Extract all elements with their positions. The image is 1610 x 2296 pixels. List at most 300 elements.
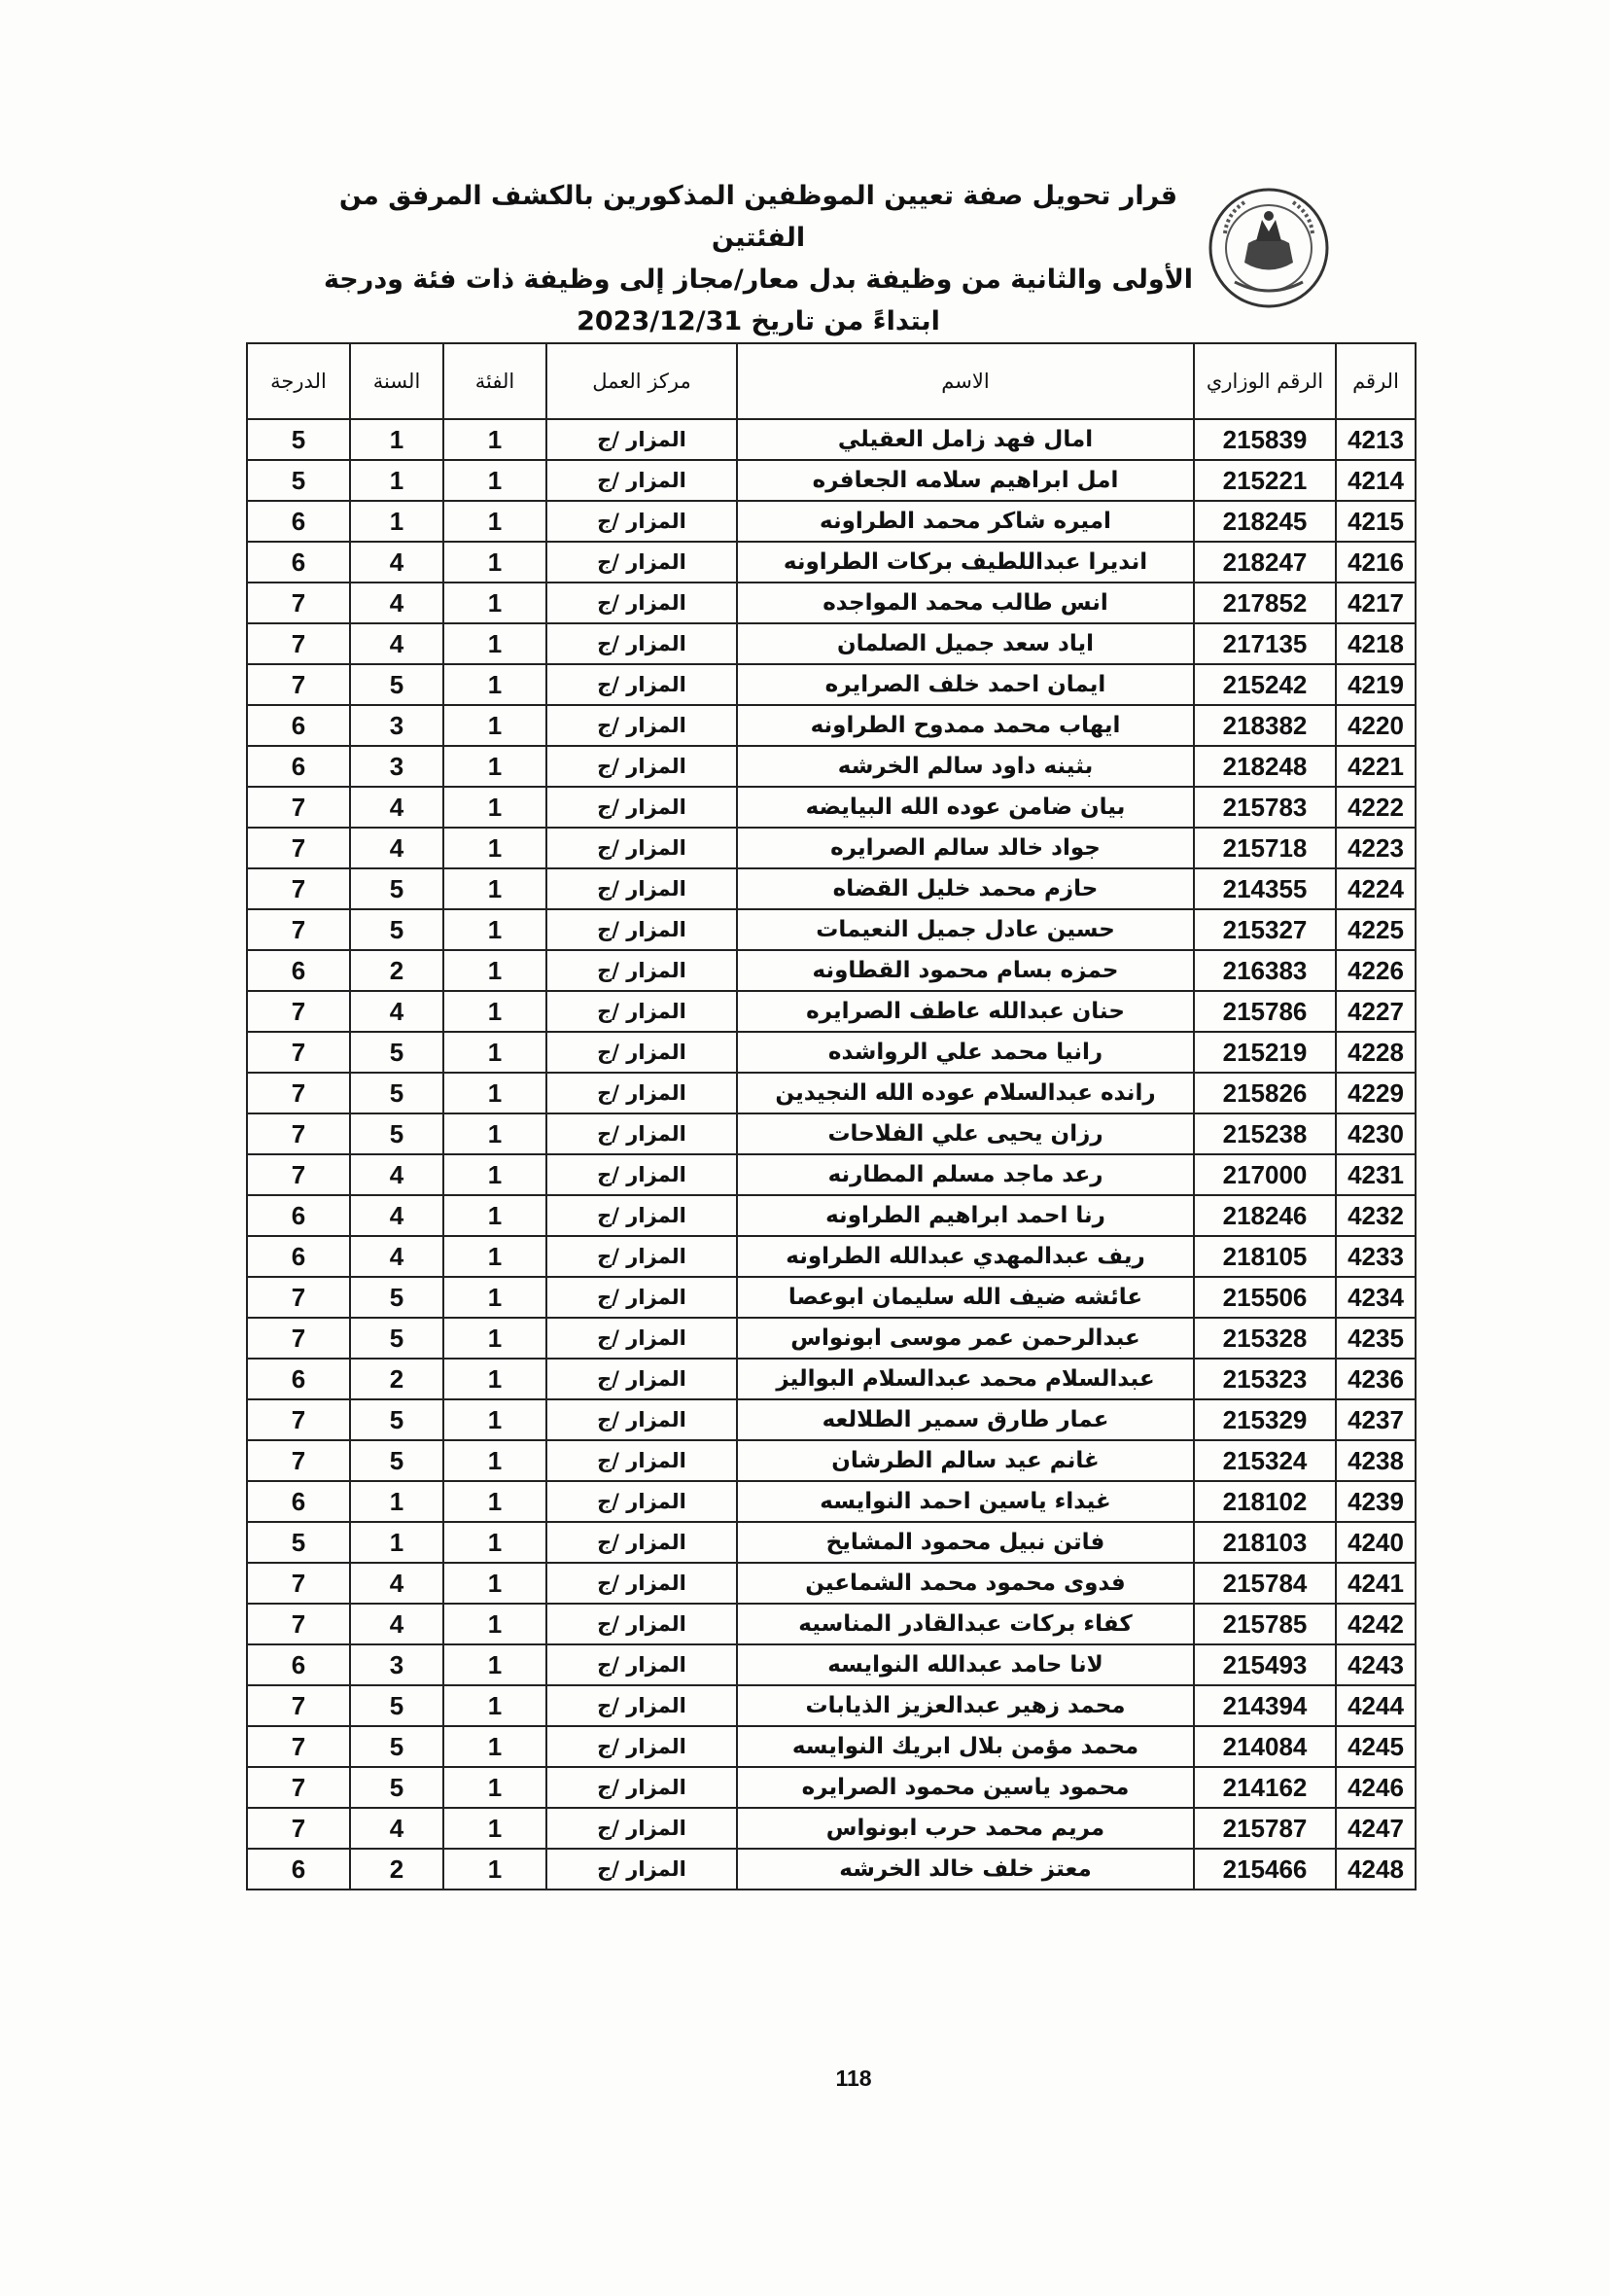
work-center: المزار /ج — [546, 868, 737, 909]
table-row — [247, 542, 1416, 583]
category: 1 — [443, 1113, 546, 1154]
grade: 7 — [247, 909, 350, 950]
work-center: المزار /ج — [546, 419, 737, 460]
table-row — [247, 1644, 1416, 1685]
row-number: 4235 — [1336, 1318, 1416, 1359]
table-header-row — [247, 343, 1416, 419]
work-center: المزار /ج — [546, 1032, 737, 1073]
category: 1 — [443, 1073, 546, 1113]
work-center: المزار /ج — [546, 1481, 737, 1522]
employee-name: لانا حامد عبدالله النوايسه — [737, 1644, 1194, 1685]
category: 1 — [443, 623, 546, 664]
work-center: المزار /ج — [546, 746, 737, 787]
table-row — [247, 746, 1416, 787]
employees-table — [246, 342, 1417, 1890]
year: 3 — [350, 746, 443, 787]
table-row — [247, 1808, 1416, 1849]
work-center: المزار /ج — [546, 1563, 737, 1604]
category: 1 — [443, 1195, 546, 1236]
grade: 7 — [247, 1154, 350, 1195]
employee-name: عبدالرحمن عمر موسى ابونواس — [737, 1318, 1194, 1359]
grade: 5 — [247, 460, 350, 501]
category: 1 — [443, 1481, 546, 1522]
category-header: الفئة — [443, 343, 546, 419]
work-center: المزار /ج — [546, 1808, 737, 1849]
table-row — [247, 1604, 1416, 1644]
page-number: 118 — [835, 2066, 872, 2091]
year: 5 — [350, 1726, 443, 1767]
year: 4 — [350, 1563, 443, 1604]
table-row — [247, 705, 1416, 746]
ministry-number: 215493 — [1194, 1644, 1336, 1685]
employee-name: حنان عبدالله عاطف الصرايره — [737, 991, 1194, 1032]
row-number: 4248 — [1336, 1849, 1416, 1890]
year: 5 — [350, 1032, 443, 1073]
employee-name: كفاء بركات عبدالقادر المناسيه — [737, 1604, 1194, 1644]
work-center: المزار /ج — [546, 1726, 737, 1767]
year: 2 — [350, 950, 443, 991]
category: 1 — [443, 1236, 546, 1277]
ministry-number-header: الرقم الوزاري — [1194, 343, 1336, 419]
category: 1 — [443, 1032, 546, 1073]
row-number: 4231 — [1336, 1154, 1416, 1195]
grade: 7 — [247, 1726, 350, 1767]
table-row — [247, 460, 1416, 501]
category: 1 — [443, 991, 546, 1032]
work-center: المزار /ج — [546, 1604, 737, 1644]
employee-name: ريف عبدالمهدي عبدالله الطراونه — [737, 1236, 1194, 1277]
ministry-number: 215783 — [1194, 787, 1336, 828]
row-number: 4214 — [1336, 460, 1416, 501]
ministry-number: 215506 — [1194, 1277, 1336, 1318]
category: 1 — [443, 705, 546, 746]
table-row — [247, 1195, 1416, 1236]
row-number: 4241 — [1336, 1563, 1416, 1604]
row-number: 4219 — [1336, 664, 1416, 705]
row-number: 4234 — [1336, 1277, 1416, 1318]
year: 4 — [350, 1195, 443, 1236]
row-number: 4213 — [1336, 419, 1416, 460]
row-number: 4247 — [1336, 1808, 1416, 1849]
grade: 7 — [247, 623, 350, 664]
row-number: 4217 — [1336, 583, 1416, 623]
ministry-number: 215221 — [1194, 460, 1336, 501]
ministry-number: 215466 — [1194, 1849, 1336, 1890]
row-number: 4239 — [1336, 1481, 1416, 1522]
work-center: المزار /ج — [546, 705, 737, 746]
year: 3 — [350, 1644, 443, 1685]
ministry-number: 215785 — [1194, 1604, 1336, 1644]
ministry-number: 217852 — [1194, 583, 1336, 623]
ministry-number: 218248 — [1194, 746, 1336, 787]
category: 1 — [443, 1726, 546, 1767]
row-number: 4246 — [1336, 1767, 1416, 1808]
category: 1 — [443, 583, 546, 623]
employee-name: معتز خلف خالد الخرشه — [737, 1849, 1194, 1890]
ministry-number: 215324 — [1194, 1440, 1336, 1481]
grade: 7 — [247, 787, 350, 828]
category: 1 — [443, 950, 546, 991]
work-center: المزار /ج — [546, 1849, 737, 1890]
employee-name: رعد ماجد مسلم المطارنه — [737, 1154, 1194, 1195]
grade: 7 — [247, 1685, 350, 1726]
employee-name: امل ابراهيم سلامه الجعافره — [737, 460, 1194, 501]
table-row — [247, 1440, 1416, 1481]
row-number: 4223 — [1336, 828, 1416, 868]
category: 1 — [443, 1685, 546, 1726]
ministry-number: 215787 — [1194, 1808, 1336, 1849]
grade: 5 — [247, 1522, 350, 1563]
title-line-3: ابتداءً من تاريخ 2023/12/31 — [577, 306, 940, 336]
row-number: 4215 — [1336, 501, 1416, 542]
table-row — [247, 583, 1416, 623]
ministry-number: 218245 — [1194, 501, 1336, 542]
grade: 6 — [247, 1359, 350, 1399]
work-center-header: مركز العمل — [546, 343, 737, 419]
row-number: 4236 — [1336, 1359, 1416, 1399]
work-center: المزار /ج — [546, 1113, 737, 1154]
year: 4 — [350, 828, 443, 868]
year: 5 — [350, 1440, 443, 1481]
grade: 7 — [247, 1399, 350, 1440]
work-center: المزار /ج — [546, 787, 737, 828]
row-number: 4222 — [1336, 787, 1416, 828]
row-number: 4225 — [1336, 909, 1416, 950]
year: 1 — [350, 419, 443, 460]
grade: 7 — [247, 664, 350, 705]
year-header: السنة — [350, 343, 443, 419]
category: 1 — [443, 1522, 546, 1563]
grade: 7 — [247, 1318, 350, 1359]
row-number: 4216 — [1336, 542, 1416, 583]
category: 1 — [443, 909, 546, 950]
work-center: المزار /ج — [546, 1685, 737, 1726]
year: 1 — [350, 1522, 443, 1563]
employee-name: انديرا عبداللطيف بركات الطراونه — [737, 542, 1194, 583]
category: 1 — [443, 787, 546, 828]
row-number: 4243 — [1336, 1644, 1416, 1685]
year: 4 — [350, 623, 443, 664]
work-center: المزار /ج — [546, 542, 737, 583]
table-row — [247, 950, 1416, 991]
employee-name: ايهاب محمد ممدوح الطراونه — [737, 705, 1194, 746]
year: 5 — [350, 664, 443, 705]
category: 1 — [443, 1563, 546, 1604]
ministry-number: 218102 — [1194, 1481, 1336, 1522]
employee-name: غانم عيد سالم الطرشان — [737, 1440, 1194, 1481]
employee-name: محمد مؤمن بلال ابريك النوايسه — [737, 1726, 1194, 1767]
work-center: المزار /ج — [546, 828, 737, 868]
table-row — [247, 1767, 1416, 1808]
table-row — [247, 1522, 1416, 1563]
year: 2 — [350, 1849, 443, 1890]
work-center: المزار /ج — [546, 950, 737, 991]
category: 1 — [443, 419, 546, 460]
work-center: المزار /ج — [546, 1440, 737, 1481]
ministry-number: 215323 — [1194, 1359, 1336, 1399]
grade: 6 — [247, 1849, 350, 1890]
employee-name: محمود ياسين محمود الصرايره — [737, 1767, 1194, 1808]
ministry-number: 218103 — [1194, 1522, 1336, 1563]
grade: 7 — [247, 1604, 350, 1644]
category: 1 — [443, 828, 546, 868]
category: 1 — [443, 1767, 546, 1808]
grade: 7 — [247, 583, 350, 623]
work-center: المزار /ج — [546, 1195, 737, 1236]
grade: 7 — [247, 1808, 350, 1849]
table-row — [247, 909, 1416, 950]
work-center: المزار /ج — [546, 1399, 737, 1440]
ministry-number: 215327 — [1194, 909, 1336, 950]
table-row — [247, 1849, 1416, 1890]
year: 5 — [350, 1767, 443, 1808]
year: 1 — [350, 1481, 443, 1522]
row-number: 4233 — [1336, 1236, 1416, 1277]
grade: 7 — [247, 1032, 350, 1073]
ministry-number: 218246 — [1194, 1195, 1336, 1236]
row-number: 4224 — [1336, 868, 1416, 909]
employee-name: عبدالسلام محمد عبدالسلام البواليز — [737, 1359, 1194, 1399]
ministry-number: 215238 — [1194, 1113, 1336, 1154]
grade: 7 — [247, 991, 350, 1032]
grade: 6 — [247, 1236, 350, 1277]
table-row — [247, 501, 1416, 542]
table-row — [247, 1113, 1416, 1154]
work-center: المزار /ج — [546, 909, 737, 950]
year: 1 — [350, 460, 443, 501]
title-line-2: الأولى والثانية من وظيفة بدل معار/مجاز إلى وظيفة ذات فئة ودرجة — [323, 265, 1194, 295]
table-row — [247, 1073, 1416, 1113]
work-center: المزار /ج — [546, 1644, 737, 1685]
category: 1 — [443, 1440, 546, 1481]
row-number: 4240 — [1336, 1522, 1416, 1563]
ministry-number: 218105 — [1194, 1236, 1336, 1277]
work-center: المزار /ج — [546, 991, 737, 1032]
year: 3 — [350, 705, 443, 746]
ministry-number: 215219 — [1194, 1032, 1336, 1073]
grade: 6 — [247, 746, 350, 787]
row-number: 4218 — [1336, 623, 1416, 664]
grade: 6 — [247, 501, 350, 542]
employee-name: فاتن نبيل محمود المشايخ — [737, 1522, 1194, 1563]
table-row — [247, 1563, 1416, 1604]
work-center: المزار /ج — [546, 1359, 737, 1399]
ministry-number: 214394 — [1194, 1685, 1336, 1726]
category: 1 — [443, 1808, 546, 1849]
work-center: المزار /ج — [546, 664, 737, 705]
grade: 7 — [247, 828, 350, 868]
row-number: 4244 — [1336, 1685, 1416, 1726]
year: 5 — [350, 1113, 443, 1154]
year: 4 — [350, 787, 443, 828]
year: 5 — [350, 909, 443, 950]
employee-name: حازم محمد خليل القضاه — [737, 868, 1194, 909]
row-number: 4229 — [1336, 1073, 1416, 1113]
ministry-number: 217135 — [1194, 623, 1336, 664]
work-center: المزار /ج — [546, 1073, 737, 1113]
employee-name: بثينه داود سالم الخرشه — [737, 746, 1194, 787]
row-number: 4228 — [1336, 1032, 1416, 1073]
grade: 6 — [247, 950, 350, 991]
grade: 7 — [247, 1113, 350, 1154]
ministry-number: 215839 — [1194, 419, 1336, 460]
category: 1 — [443, 1277, 546, 1318]
table-row — [247, 868, 1416, 909]
employee-name: حمزه بسام محمود القطاونه — [737, 950, 1194, 991]
row-number: 4245 — [1336, 1726, 1416, 1767]
category: 1 — [443, 1644, 546, 1685]
employee-name: حسين عادل جميل النعيمات — [737, 909, 1194, 950]
row-number: 4242 — [1336, 1604, 1416, 1644]
table-row — [247, 1032, 1416, 1073]
category: 1 — [443, 501, 546, 542]
category: 1 — [443, 460, 546, 501]
work-center: المزار /ج — [546, 1277, 737, 1318]
table-row — [247, 1318, 1416, 1359]
employee-name: فدوى محمود محمد الشماعين — [737, 1563, 1194, 1604]
ministry-number: 215242 — [1194, 664, 1336, 705]
work-center: المزار /ج — [546, 1522, 737, 1563]
employee-name: عائشه ضيف الله سليمان ابوعصا — [737, 1277, 1194, 1318]
ministry-number: 218247 — [1194, 542, 1336, 583]
employee-name: انس طالب محمد المواجده — [737, 583, 1194, 623]
work-center: المزار /ج — [546, 1154, 737, 1195]
year: 5 — [350, 1685, 443, 1726]
category: 1 — [443, 746, 546, 787]
ministry-number: 216383 — [1194, 950, 1336, 991]
year: 4 — [350, 991, 443, 1032]
category: 1 — [443, 1318, 546, 1359]
ministry-number: 218382 — [1194, 705, 1336, 746]
year: 4 — [350, 1808, 443, 1849]
ministry-number: 215328 — [1194, 1318, 1336, 1359]
ministry-number: 214355 — [1194, 868, 1336, 909]
table-row — [247, 1685, 1416, 1726]
employee-name: رانيا محمد علي الرواشده — [737, 1032, 1194, 1073]
grade: 7 — [247, 1563, 350, 1604]
title-line-1: قرار تحويل صفة تعيين الموظفين المذكورين بالكشف المرفق من الفئتين — [338, 181, 1178, 253]
category: 1 — [443, 1154, 546, 1195]
employee-name: رنا احمد ابراهيم الطراونه — [737, 1195, 1194, 1236]
employee-name: بيان ضامن عوده الله البيايضه — [737, 787, 1194, 828]
category: 1 — [443, 1399, 546, 1440]
row-number: 4220 — [1336, 705, 1416, 746]
table-row — [247, 419, 1416, 460]
work-center: المزار /ج — [546, 583, 737, 623]
table-row — [247, 1726, 1416, 1767]
table-row — [247, 623, 1416, 664]
employee-name: مريم محمد حرب ابونواس — [737, 1808, 1194, 1849]
employee-name: محمد زهير عبدالعزيز الذيابات — [737, 1685, 1194, 1726]
table-body — [247, 419, 1416, 1890]
year: 4 — [350, 1604, 443, 1644]
employee-name: اميره شاكر محمد الطراونه — [737, 501, 1194, 542]
grade: 7 — [247, 1767, 350, 1808]
grade: 6 — [247, 705, 350, 746]
grade: 6 — [247, 1644, 350, 1685]
work-center: المزار /ج — [546, 460, 737, 501]
category: 1 — [443, 1849, 546, 1890]
grade-header: الدرجة — [247, 343, 350, 419]
year: 4 — [350, 1154, 443, 1195]
ministry-number: 215826 — [1194, 1073, 1336, 1113]
row-number: 4226 — [1336, 950, 1416, 991]
work-center: المزار /ج — [546, 1236, 737, 1277]
grade: 6 — [247, 1481, 350, 1522]
grade: 5 — [247, 419, 350, 460]
work-center: المزار /ج — [546, 623, 737, 664]
ministry-number: 214084 — [1194, 1726, 1336, 1767]
employee-name: جواد خالد سالم الصرايره — [737, 828, 1194, 868]
table-row — [247, 991, 1416, 1032]
ministry-number: 215329 — [1194, 1399, 1336, 1440]
ministry-seal-icon — [1206, 185, 1332, 311]
year: 5 — [350, 1318, 443, 1359]
grade: 7 — [247, 1440, 350, 1481]
table-row — [247, 1154, 1416, 1195]
category: 1 — [443, 542, 546, 583]
category: 1 — [443, 868, 546, 909]
work-center: المزار /ج — [546, 501, 737, 542]
row-number: 4221 — [1336, 746, 1416, 787]
ministry-number: 215718 — [1194, 828, 1336, 868]
year: 5 — [350, 1073, 443, 1113]
category: 1 — [443, 664, 546, 705]
row-number: 4230 — [1336, 1113, 1416, 1154]
employee-name: ايمان احمد خلف الصرايره — [737, 664, 1194, 705]
grade: 6 — [247, 542, 350, 583]
year: 5 — [350, 1277, 443, 1318]
work-center: المزار /ج — [546, 1767, 737, 1808]
work-center: المزار /ج — [546, 1318, 737, 1359]
document-title — [321, 175, 1196, 342]
grade: 6 — [247, 1195, 350, 1236]
year: 4 — [350, 583, 443, 623]
table-row — [247, 787, 1416, 828]
category: 1 — [443, 1359, 546, 1399]
employee-name: رانده عبدالسلام عوده الله النجيدين — [737, 1073, 1194, 1113]
employee-name: عمار طارق سمير الطلالعه — [737, 1399, 1194, 1440]
table-row — [247, 664, 1416, 705]
employee-name: اياد سعد جميل الصلمان — [737, 623, 1194, 664]
row-number: 4232 — [1336, 1195, 1416, 1236]
year: 4 — [350, 542, 443, 583]
employee-name: رزان يحيى علي الفلاحات — [737, 1113, 1194, 1154]
ministry-number: 214162 — [1194, 1767, 1336, 1808]
ministry-number: 217000 — [1194, 1154, 1336, 1195]
row-number: 4237 — [1336, 1399, 1416, 1440]
name-header: الاسم — [737, 343, 1194, 419]
table-row — [247, 1399, 1416, 1440]
ministry-number: 215784 — [1194, 1563, 1336, 1604]
table-row — [247, 828, 1416, 868]
table-row — [247, 1359, 1416, 1399]
year: 4 — [350, 1236, 443, 1277]
year: 1 — [350, 501, 443, 542]
table-row — [247, 1277, 1416, 1318]
year: 5 — [350, 1399, 443, 1440]
year: 2 — [350, 1359, 443, 1399]
employee-name: غيداء ياسين احمد النوايسه — [737, 1481, 1194, 1522]
category: 1 — [443, 1604, 546, 1644]
grade: 7 — [247, 1277, 350, 1318]
grade: 7 — [247, 1073, 350, 1113]
year: 5 — [350, 868, 443, 909]
row-number-header: الرقم — [1336, 343, 1416, 419]
employee-name: امال فهد زامل العقيلي — [737, 419, 1194, 460]
row-number: 4227 — [1336, 991, 1416, 1032]
table-row — [247, 1236, 1416, 1277]
